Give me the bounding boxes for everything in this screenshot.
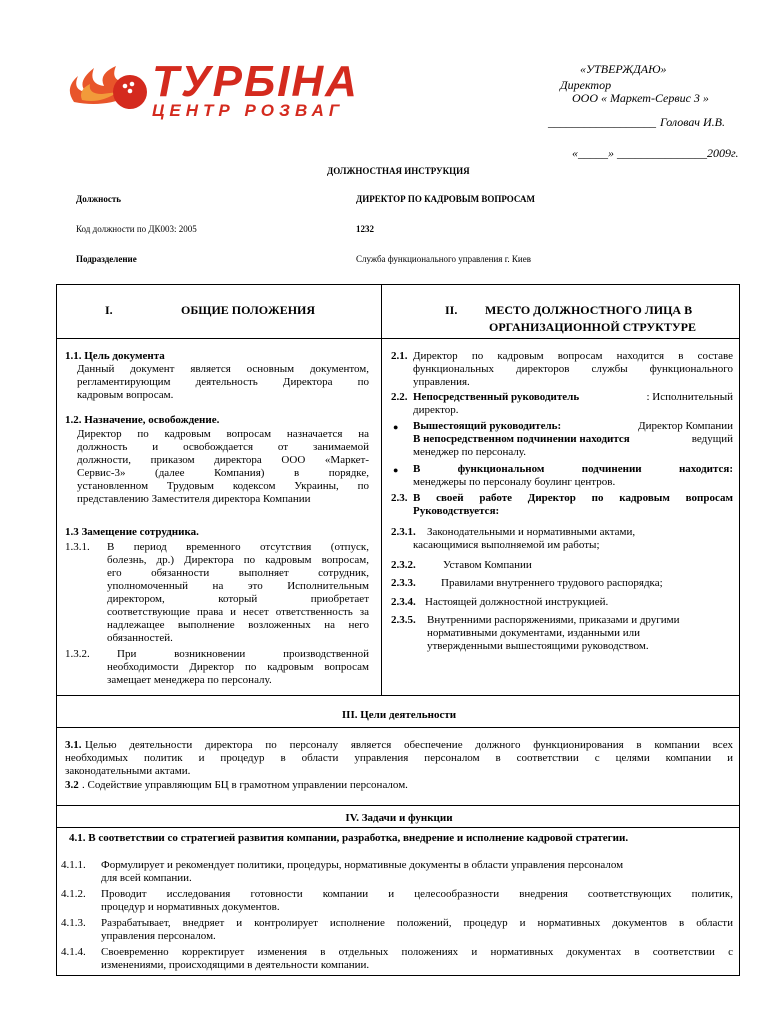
s235-line: утвержденными вышестоящими руководством. [427, 640, 649, 652]
section2-number: II. [445, 303, 458, 317]
s23-line1: В своей работе Директор по кадровым вопросам [413, 492, 733, 504]
s11-line: Данный документ является основным документом, [77, 363, 369, 375]
s412-line: Проводит исследования готовности компании и целесообразности внедрения соответствующих политик, [101, 888, 733, 900]
s231-number: 2.3.1. [391, 526, 416, 538]
s233-text: Правилами внутреннего трудового распорядка; [441, 577, 663, 589]
company-logo [60, 58, 380, 120]
s234-number: 2.3.4. [391, 596, 416, 608]
s21-line: управления. [413, 376, 470, 388]
column-divider [381, 285, 382, 696]
s21-line: Директор по кадровым вопросам находится в составе [413, 350, 733, 362]
section1-number: I. [105, 303, 113, 317]
s411-line: для всей компании. [101, 872, 192, 884]
instruction-table [56, 284, 740, 976]
approval-company: ООО « Маркет-Сервис 3 » [572, 91, 709, 105]
approval-position: Директор [560, 78, 612, 92]
s22-tail: : Исполнительный [646, 391, 733, 403]
s232-number: 2.3.2. [391, 559, 416, 571]
s132-line: необходимости Директор по кадровым вопросам [107, 661, 369, 673]
row-divider [57, 727, 739, 728]
approval-date: «_____» _______________2009г. [572, 146, 739, 160]
s41-heading: 4.1. В соответствии со стратегией развития компании, разработка, внедрение и исполнение кадровой стратегии. [69, 832, 629, 844]
department-label: Подразделение [76, 254, 137, 264]
position-label: Должность [76, 194, 122, 204]
section4-title: IV. Задачи и функции [345, 812, 453, 824]
s11-line: кадровым вопросам. [77, 389, 174, 401]
document-title: ДОЛЖНОСТНАЯ ИНСТРУКЦИЯ [327, 166, 470, 176]
s21-number: 2.1. [391, 350, 408, 362]
s12-line: представлению Заместителя директора Компании [77, 493, 311, 505]
s131-line: болезнь, др.) Директора по кадровым вопросам, [107, 554, 369, 566]
position-value: ДИРЕКТОР ПО КАДРОВЫМ ВОПРОСАМ [356, 194, 535, 204]
s235-line: нормативными документами, изданными или [427, 627, 641, 639]
s235-line: Внутренними распоряжениями, приказами и другими [427, 614, 680, 626]
bullet-icon: ● [393, 422, 399, 432]
s12-line: установленном Трудовым кодексом Украины, по [77, 480, 369, 492]
s131-line: надлежащее выполнение возложенных на него [107, 619, 369, 631]
approval-heading: «УТВЕРЖДАЮ» [580, 62, 667, 76]
s413-number: 4.1.3. [61, 917, 86, 929]
s234-text: Настоящей должностной инструкцией. [425, 596, 609, 608]
s23-number: 2.3. [391, 492, 408, 504]
b1-line2-tail: ведущий [691, 433, 733, 445]
row-divider [57, 805, 739, 806]
logo-brand-text: ТУРБІНА [152, 57, 359, 106]
row-divider [57, 827, 739, 828]
b1-line3: менеджер по персоналу. [413, 446, 526, 458]
b1-line2-heading: В непосредственном подчинении находится [413, 433, 630, 445]
s131-line: его обязанности выполняет сотрудник, [107, 567, 369, 579]
s31-line: необходимых политик и процедур в области управления персоналом в соответствии с целями компании и [65, 752, 733, 764]
s414-number: 4.1.4. [61, 946, 86, 958]
logo-subtitle: ЦЕНТР РОЗВАГ [152, 101, 345, 120]
s31-line: законодательными актами. [65, 765, 191, 777]
bullet-icon: ● [393, 465, 399, 475]
s413-line: управления персоналом. [101, 930, 216, 942]
s413-line: Разрабатывает, внедряет и контролирует исполнение положений, процедур и нормативных документов в области [101, 917, 733, 929]
section2-title-line2: ОРГАНИЗАЦИОННОЙ СТРУКТУРЕ [489, 320, 697, 334]
s411-line: Формулирует и рекомендует политики, процедуры, нормативные документы в области управления персоналом [101, 859, 624, 871]
s23-line2: Руководствуется: [413, 505, 500, 517]
s31-number: 3.1. [65, 739, 82, 751]
approval-signature-line: __________________ [548, 115, 656, 129]
s12-line: Сервис-3» (далее Компания) в порядке, [77, 467, 369, 479]
department-value: Служба функционального управления г. Киев [356, 254, 531, 264]
s412-number: 4.1.2. [61, 888, 86, 900]
approval-signer-name: Головач И.В. [660, 115, 725, 129]
s21-line: функциональных директоров службы функционального [413, 363, 733, 375]
b1-tail: Директор Компании [638, 420, 733, 432]
s22-line2: директор. [413, 404, 459, 416]
s233-number: 2.3.3. [391, 577, 416, 589]
s132-number: 1.3.2. [65, 648, 90, 660]
s12-line: Директор по кадровым вопросам назначается на [77, 428, 369, 440]
b2-heading: В функциональном подчинении находится: [413, 463, 733, 475]
s412-line: процедур и нормативных документов. [101, 901, 280, 913]
s131-line: уполномоченный на это Исполнительным [107, 580, 369, 592]
s32-number: 3.2 [65, 779, 79, 791]
b1-heading: Вышестоящий руководитель: [413, 420, 562, 432]
s11-line: регламентирующим деятельность Директора по [77, 376, 369, 388]
s12-line: должности, приказом директора ООО «Маркет- [77, 454, 369, 466]
s235-number: 2.3.5. [391, 614, 416, 626]
s31-line: Целью деятельности директора по персоналу является обеспечение должного функционирования в компании всех [85, 739, 733, 751]
s13-heading: 1.3 Замещение сотрудника. [65, 526, 199, 538]
s414-line: изменениями, происходящими в деятельности компании. [101, 959, 370, 971]
s12-line: должность и освобождается от занимаемой [77, 441, 369, 453]
s131-line: соответствующие права и несет ответственность за [107, 606, 369, 618]
s32-text: . Содействие управляющим БЦ в грамотном управлении персоналом. [82, 779, 408, 791]
s131-line: директором, который приобретает [107, 593, 369, 605]
s131-line: В период временного отсутствия (отпуск, [107, 541, 369, 553]
position-code-label: Код должности по ДК003: 2005 [76, 224, 197, 234]
position-code-value: 1232 [356, 224, 374, 234]
s231-line: Законодательными и нормативными актами, [427, 526, 636, 538]
s11-heading: 1.1. Цель документа [65, 350, 165, 362]
section2-title-line1: МЕСТО ДОЛЖНОСТНОГО ЛИЦА В [485, 303, 693, 317]
s231-line: касающимися выполняемой им работы; [413, 539, 600, 551]
s131-number: 1.3.1. [65, 541, 90, 553]
s132-line: При возникновении производственной [117, 648, 369, 660]
s232-text: Уставом Компании [443, 559, 532, 571]
s411-number: 4.1.1. [61, 859, 86, 871]
s22-number: 2.2. [391, 391, 408, 403]
section3-title: III. Цели деятельности [341, 709, 457, 721]
section1-title: ОБЩИЕ ПОЛОЖЕНИЯ [181, 303, 316, 317]
s131-line: обязанностей. [107, 632, 173, 644]
s132-line: замещает менеджера по персоналу. [107, 674, 272, 686]
s22-heading: Непосредственный руководитель [413, 391, 580, 403]
row-divider [57, 695, 739, 696]
s12-heading: 1.2. Назначение, освобождение. [65, 414, 220, 426]
row-divider [57, 338, 739, 339]
b2-line2: менеджеры по персоналу боулинг центров. [413, 476, 616, 488]
bowling-ball-flame-icon [64, 62, 148, 114]
s414-line: Своевременно корректирует изменения в отдельных положениях и нормативных документах в соответствии с [101, 946, 733, 958]
